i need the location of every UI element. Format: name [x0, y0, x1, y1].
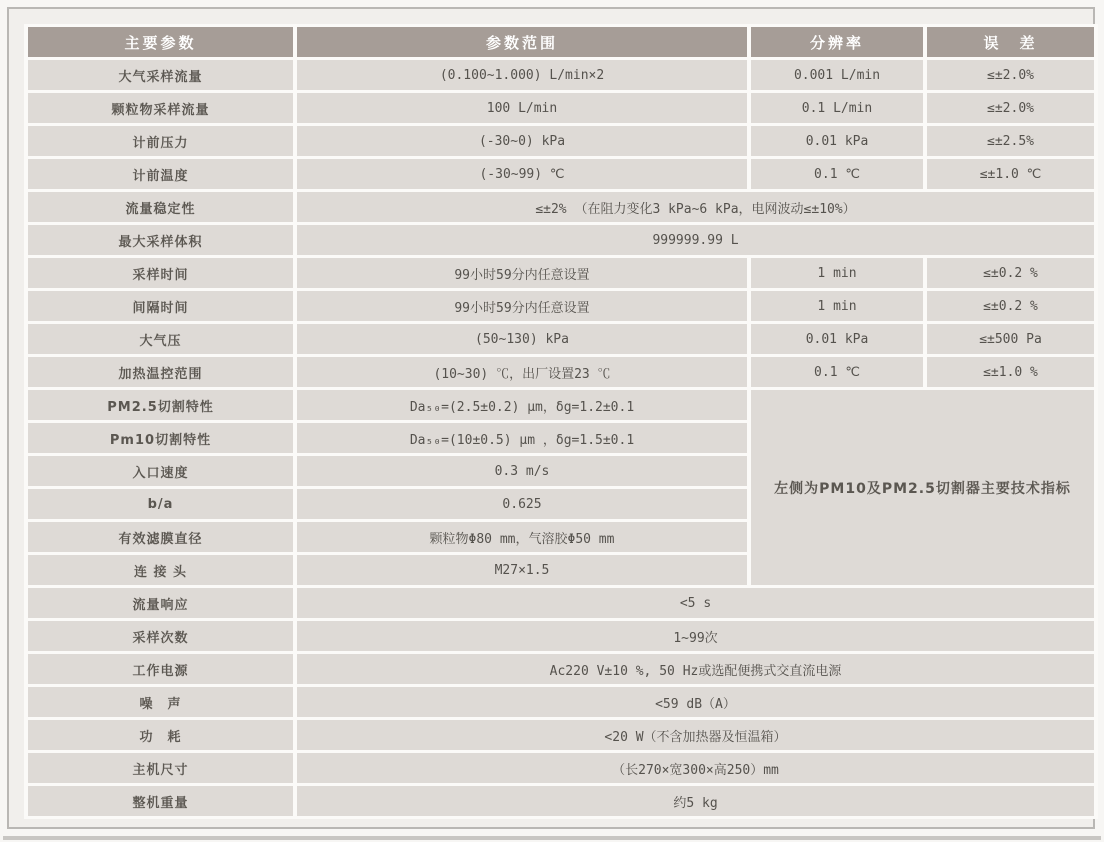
row-label-cell: 有效滤膜直径 — [28, 522, 293, 552]
bottom-edge-band — [3, 836, 1101, 840]
spec-table-header — [28, 27, 1094, 57]
value-cell: <20 W（不含加热器及恒温箱） — [297, 720, 1094, 750]
header-row — [28, 27, 1094, 57]
row-label-cell: 采样时间 — [28, 258, 293, 288]
spec-table-body — [28, 60, 1094, 816]
table-row — [28, 390, 1094, 420]
row-label-cell: Pm10切割特性 — [28, 423, 293, 453]
value-cell: Ac220 V±10 %, 50 Hz或选配便携式交直流电源 — [297, 654, 1094, 684]
value-cell: (0.100~1.000) L/min×2 — [297, 60, 747, 90]
value-cell: ≤±0.2 % — [927, 291, 1094, 321]
row-label-cell: 大气采样流量 — [28, 60, 293, 90]
value-cell: M27×1.5 — [297, 555, 747, 585]
table-row — [28, 258, 1094, 288]
row-label-cell: 流量响应 — [28, 588, 293, 618]
table-row — [28, 753, 1094, 783]
value-cell: 999999.99 L — [297, 225, 1094, 255]
table-row — [28, 654, 1094, 684]
table-row — [28, 225, 1094, 255]
table-row — [28, 621, 1094, 651]
value-cell: 0.01 kPa — [751, 126, 923, 156]
row-label-cell: 入口速度 — [28, 456, 293, 486]
column-header-1: 主要参数 — [28, 27, 293, 57]
table-row — [28, 291, 1094, 321]
column-header-4: 误 差 — [927, 27, 1094, 57]
row-label-cell: 颗粒物采样流量 — [28, 93, 293, 123]
value-cell: ≤±2% （在阻力变化3 kPa~6 kPa，电网波动≤±10%） — [297, 192, 1094, 222]
value-cell: 99小时59分内任意设置 — [297, 291, 747, 321]
value-cell: Da₅₀=(10±0.5) μm ，δg=1.5±0.1 — [297, 423, 747, 453]
row-label-cell: 流量稳定性 — [28, 192, 293, 222]
row-label-cell: 采样次数 — [28, 621, 293, 651]
row-label-cell: 功 耗 — [28, 720, 293, 750]
value-cell: (-30~0) kPa — [297, 126, 747, 156]
row-label-cell: b/a — [28, 489, 293, 519]
value-cell: (-30~99) ℃ — [297, 159, 747, 189]
page-frame — [7, 7, 1095, 829]
row-label-cell: 加热温控范围 — [28, 357, 293, 387]
table-row — [28, 126, 1094, 156]
table-row — [28, 687, 1094, 717]
spec-table — [24, 24, 1098, 819]
value-cell: ≤±1.0 % — [927, 357, 1094, 387]
value-cell: Da₅₀=(2.5±0.2) μm，δg=1.2±0.1 — [297, 390, 747, 420]
value-cell: 1~99次 — [297, 621, 1094, 651]
value-cell: 1 min — [751, 291, 923, 321]
table-row — [28, 93, 1094, 123]
value-cell: ≤±0.2 % — [927, 258, 1094, 288]
value-cell: <5 s — [297, 588, 1094, 618]
table-row — [28, 357, 1094, 387]
row-label-cell: 间隔时间 — [28, 291, 293, 321]
value-cell: 0.001 L/min — [751, 60, 923, 90]
value-cell: 约5 kg — [297, 786, 1094, 816]
value-cell: 0.1 ℃ — [751, 357, 923, 387]
row-label-cell: 工作电源 — [28, 654, 293, 684]
row-label-cell: 整机重量 — [28, 786, 293, 816]
table-row — [28, 159, 1094, 189]
value-cell: 1 min — [751, 258, 923, 288]
row-label-cell: PM2.5切割特性 — [28, 390, 293, 420]
value-cell: （长270×宽300×高250）mm — [297, 753, 1094, 783]
value-cell: 100 L/min — [297, 93, 747, 123]
column-header-3: 分辨率 — [751, 27, 923, 57]
value-cell: 0.3 m/s — [297, 456, 747, 486]
row-label-cell: 大气压 — [28, 324, 293, 354]
value-cell: 0.1 L/min — [751, 93, 923, 123]
row-label-cell: 计前压力 — [28, 126, 293, 156]
value-cell: (10~30) ℃，出厂设置23 ℃ — [297, 357, 747, 387]
merged-note-cell: 左侧为PM10及PM2.5切割器主要技术指标 — [751, 390, 1094, 585]
value-cell: ≤±500 Pa — [927, 324, 1094, 354]
value-cell: 0.625 — [297, 489, 747, 519]
value-cell: 99小时59分内任意设置 — [297, 258, 747, 288]
row-label-cell: 连 接 头 — [28, 555, 293, 585]
column-header-2: 参数范围 — [297, 27, 747, 57]
value-cell: ≤±2.5% — [927, 126, 1094, 156]
value-cell: <59 dB（A） — [297, 687, 1094, 717]
table-row — [28, 786, 1094, 816]
table-row — [28, 60, 1094, 90]
value-cell: 颗粒物Φ80 mm，气溶胶Φ50 mm — [297, 522, 747, 552]
value-cell: ≤±2.0% — [927, 60, 1094, 90]
table-row — [28, 588, 1094, 618]
value-cell: 0.01 kPa — [751, 324, 923, 354]
table-row — [28, 192, 1094, 222]
value-cell: 0.1 ℃ — [751, 159, 923, 189]
value-cell: ≤±2.0% — [927, 93, 1094, 123]
value-cell: (50~130) kPa — [297, 324, 747, 354]
row-label-cell: 噪 声 — [28, 687, 293, 717]
row-label-cell: 主机尺寸 — [28, 753, 293, 783]
row-label-cell: 计前温度 — [28, 159, 293, 189]
row-label-cell: 最大采样体积 — [28, 225, 293, 255]
table-row — [28, 324, 1094, 354]
value-cell: ≤±1.0 ℃ — [927, 159, 1094, 189]
table-row — [28, 720, 1094, 750]
